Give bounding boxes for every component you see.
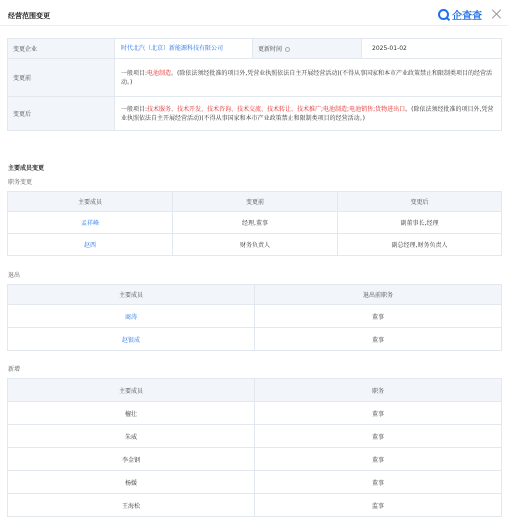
- col-after: 变更后: [338, 192, 502, 212]
- col-before: 变更前: [173, 192, 338, 212]
- member-link[interactable]: 商涛: [124, 313, 137, 321]
- member-name: 李金钢: [8, 448, 255, 471]
- member-link[interactable]: 赵银成: [121, 336, 140, 344]
- table-row: 李金钢 董事: [8, 448, 502, 471]
- member-link[interactable]: 赵西: [83, 242, 96, 249]
- member-link[interactable]: 孟祥峰: [80, 220, 99, 227]
- table-row: 孟祥峰 经理,董事 副董事长,经理: [8, 212, 502, 234]
- exit-table: 主要成员 退出前职务 商涛 董事 赵银成 董事: [7, 284, 502, 351]
- before-scope: 一般项目:电池制造。(除依法须经批准的项目外,凭营业执照依法自主开展经营活动)(不得从事国家和本市产业政策禁止和限制类项目的经营活动。): [115, 59, 502, 97]
- info-icon[interactable]: [285, 47, 290, 52]
- dialog-title: 经营范围变更: [8, 12, 50, 20]
- after-highlight: 技术服务、技术开发、技术咨询、技术交流、技术转让、技术推广;电池制造;电池销售;货物进出口: [147, 105, 406, 113]
- close-icon[interactable]: [491, 8, 502, 19]
- before-highlight: 电池制造: [147, 69, 172, 77]
- table-row: 王海松 监事: [8, 494, 502, 517]
- position-change-title: 职务变更: [8, 179, 33, 186]
- table-row: 赵西 财务负责人 副总经理,财务负责人: [8, 234, 502, 256]
- added-table: 主要成员 职务 檀壮 董事 朱威 董事 李金钢 董事 杨媛 董事 王海松 监事: [7, 378, 502, 517]
- after-label: 变更后: [8, 97, 115, 131]
- company-label: 变更企业: [8, 39, 115, 59]
- change-info-table: [7, 38, 502, 131]
- brand-name: 企查查: [452, 11, 482, 22]
- exit-title: 退出: [8, 272, 21, 279]
- member-name: 杨媛: [8, 471, 255, 494]
- position-change-table: [7, 191, 502, 256]
- before-label: 变更前: [8, 59, 115, 97]
- added-title: 新增: [8, 366, 21, 373]
- members-section-title: 主要成员变更: [8, 165, 45, 172]
- qichacha-logo-icon: [438, 9, 449, 20]
- after-scope: 一般项目:技术服务、技术开发、技术咨询、技术交流、技术转让、技术推广;电池制造;电池销售;货物进出口。(除依法须经批准的项目外,凭营业执照依法自主开展经营活动)(不得从事国家和本市产业政策禁止和限制类项目的经营活动。): [115, 97, 502, 131]
- table-row: 商涛 董事: [8, 305, 502, 328]
- dialog-header: [0, 0, 508, 26]
- update-time-value: 2025-01-02: [362, 39, 502, 59]
- table-row: 檀壮 董事: [8, 402, 502, 425]
- col-member: 主要成员: [8, 192, 173, 212]
- table-row: 赵银成 董事: [8, 328, 502, 351]
- member-name: 王海松: [8, 494, 255, 517]
- company-link[interactable]: 时代北汽（北京）新能源科技有限公司: [121, 45, 224, 52]
- update-time-label: 更新时间: [253, 39, 362, 59]
- brand-logo: [438, 7, 482, 22]
- member-name: 朱威: [8, 425, 255, 448]
- member-name: 檀壮: [8, 402, 255, 425]
- table-row: 朱威 董事: [8, 425, 502, 448]
- table-row: 杨媛 董事: [8, 471, 502, 494]
